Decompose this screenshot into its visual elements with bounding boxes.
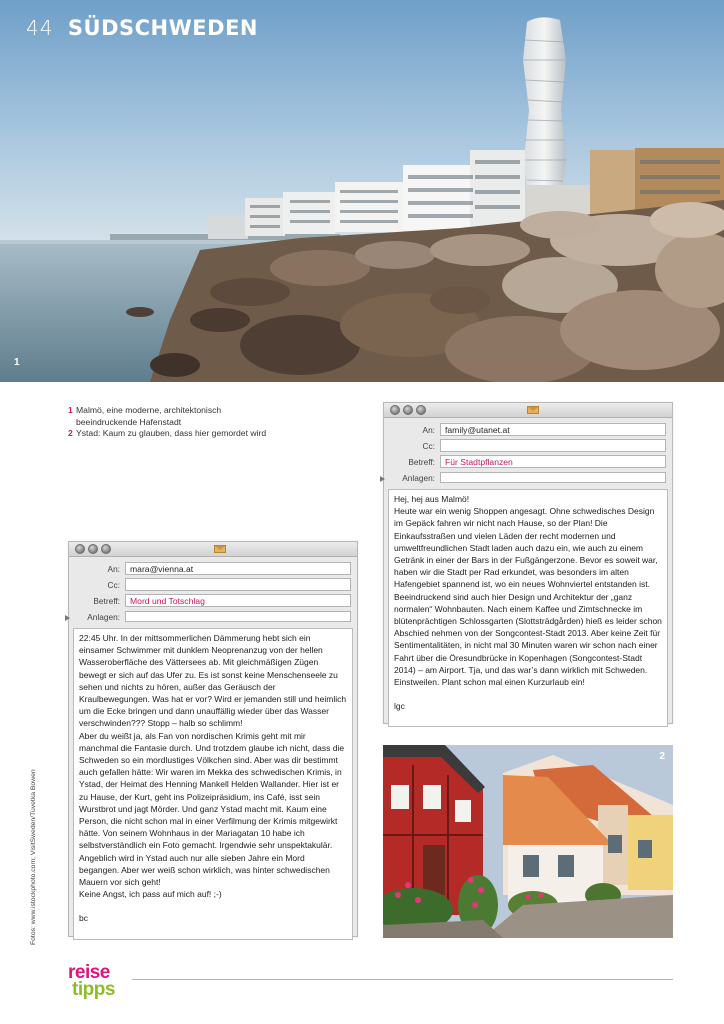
subject-row	[69, 593, 351, 608]
footer-divider	[132, 979, 673, 980]
logo-word-tipps: tipps	[72, 979, 115, 1001]
cc-row	[384, 438, 666, 453]
caption-number: 2	[68, 428, 73, 438]
email-window-malmo	[383, 402, 673, 724]
zoom-window-button[interactable]	[416, 405, 426, 415]
to-field[interactable]: family@utanet.at	[440, 423, 666, 436]
subject-row	[384, 454, 666, 469]
email-signature: lgc	[394, 701, 405, 712]
subject-label: Betreff:	[408, 456, 435, 467]
subject-field[interactable]: Mord und Totschlag	[125, 594, 351, 607]
minimize-window-button[interactable]	[403, 405, 413, 415]
cc-field[interactable]	[125, 578, 351, 591]
caption-1	[68, 405, 278, 428]
minimize-window-button[interactable]	[88, 544, 98, 554]
caption-number: 1	[68, 405, 73, 415]
email-paragraph: Keine Angst, ich pass auf mich auf! ;-)	[79, 889, 222, 900]
cc-label: Cc:	[422, 440, 435, 451]
photo-captions	[68, 405, 278, 440]
hero-figure-number: 1	[14, 357, 20, 368]
to-label: An:	[422, 424, 435, 435]
attachments-label: Anlagen:	[402, 472, 435, 483]
reisetipps-logo	[68, 962, 115, 1001]
logo-word-reise: reise	[68, 962, 110, 983]
zoom-window-button[interactable]	[101, 544, 111, 554]
turning-torso-tower	[523, 17, 566, 205]
to-field[interactable]: mara@vienna.at	[125, 562, 351, 575]
to-label: An:	[107, 563, 120, 574]
to-row	[384, 422, 666, 437]
email-headers	[69, 557, 357, 628]
page-title: SÜDSCHWEDEN	[67, 16, 258, 40]
ystad-houses-image	[383, 745, 673, 938]
attachments-field[interactable]	[440, 472, 666, 483]
to-row	[69, 561, 351, 576]
envelope-icon	[214, 545, 226, 553]
caption-2	[68, 428, 278, 440]
envelope-icon	[527, 406, 539, 414]
subject-field[interactable]: Für Stadtpflanzen	[440, 455, 666, 468]
email-paragraph: Aber du weißt ja, als Fan von nordischen Krimis geht mit mir manchmal die Fantasie durch. Und trotzdem glaube ich nicht, dass die Schweden so ein mordlustiges Völkchen sind. Aber was dir bestimmt auch gefallen hätte: Wir waren im Mekka des schwedischen Krimis, in Ystad, der Heimat des Henning Mankell Helden Wallander. Hier ist er zu Hause, der Kurt, geht ins Polizeipräsidium, ins Café, isst sein Wurstbrot und jagt Mörder. Und ganz Ystad macht mit. Kaum eine Person, die nicht schon mal in einer Verfilmung der Krimis mitgewirkt hätte. Von seinem Wohnhaus in der Mariagatan 10 habe ich selbstverständlich ein Foto gemacht. Irgendwie sehr unspektakulär. Angeblich wird in Ystad auch nur alle sieben Jahre ein Mord begangen. Aber wer weiß schon wirklich, was hinter schwedischen Mauern vor sich geht!	[79, 730, 345, 888]
page-number: 44	[26, 16, 54, 40]
attachments-row	[384, 470, 666, 485]
ystad-street-photo	[383, 745, 673, 938]
email-paragraph: Heute war ein wenig Shoppen angesagt. Ohne schwedisches Design im Gepäck fahren wir nicht nach Hause, so der Plan! Die Einkaufsstraßen und vielen Läden der recht modernen und umweltfreundlichen Stadt laden auch dazu ein, wie auch zu einem Getränk in einer der Bars in der Fußgängerzone. Bevor es soweit war, haben wir die Stadt per Rad erkundet, was besonders im alten Hafengebiet spannend ist, wo ein neues Wohnviertel entstanden ist. Beeindruckend sind auch hier Design und Architektur der „ganz normalen“ Wohnbauten. Nach einem Kaffee und Zimtschnecke im blütenprächtigen Schlossgarten (Slottsträdgården) hieß es leider schon Abschied nehmen von der Songcontest-Stadt 2013. Aber keine Zeit für Sentimentalitäten, in nicht mal 30 Minuten waren wir schon nach einer Fahrt über die Öresundbrücke in Kopenhagen (Songcontest-Stadt 2014) – am Airport. Tja, und das war’s dann wirklich mit Schweden. Einstweilen. Plant schon mal einen Kurzurlaub ein!	[394, 506, 662, 688]
malmo-harbour-image	[0, 0, 724, 382]
subject-label: Betreff:	[93, 595, 120, 606]
email-paragraph: Hej, hej aus Malmö!	[394, 494, 470, 504]
photo2-figure-number: 2	[659, 751, 665, 762]
close-window-button[interactable]	[390, 405, 400, 415]
email-body[interactable]	[73, 628, 353, 940]
attachments-row	[69, 609, 351, 624]
close-window-button[interactable]	[75, 544, 85, 554]
email-headers	[384, 418, 672, 489]
attachments-label: Anlagen:	[87, 611, 120, 622]
email-window-ystad	[68, 541, 358, 937]
email-body[interactable]	[388, 489, 668, 727]
window-titlebar	[384, 403, 672, 418]
cc-row	[69, 577, 351, 592]
disclosure-triangle-icon[interactable]	[65, 615, 70, 621]
cc-label: Cc:	[107, 579, 120, 590]
caption-text: Malmö, eine moderne, architektonisch beeindruckende Hafenstadt	[76, 405, 222, 427]
cc-field[interactable]	[440, 439, 666, 452]
caption-text: Ystad: Kaum zu glauben, dass hier gemordet wird	[76, 428, 267, 438]
window-titlebar	[69, 542, 357, 557]
email-paragraph: 22:45 Uhr. In der mittsommerlichen Dämmerung hebt sich ein einsamer Schwimmer mit dunklem Neoprenanzug von der hellen Wasseroberfläche des Vättersees ab. Mit gleichmäßigen Zügen bewegt er sich auf das Ufer zu. Es ist sonst keine Menschenseele zu sehen und nichts zu hören, außer das Geräusch der Kraulbewegungen. Was hat er vor? Wird er jemanden still und heimlich um die Ecke bringen und dann unauffällig wieder über das Wasser verschwinden??? Stopp – halb so schlimm!	[79, 633, 347, 729]
page-header	[26, 16, 258, 40]
hero-photo	[0, 0, 724, 382]
email-signature: bc	[79, 913, 88, 924]
attachments-field[interactable]	[125, 611, 351, 622]
photo-credit: Fotos: www.istockphoto.com; VisitSweden/Tuvetka Bowen	[30, 769, 37, 945]
disclosure-triangle-icon[interactable]	[380, 476, 385, 482]
